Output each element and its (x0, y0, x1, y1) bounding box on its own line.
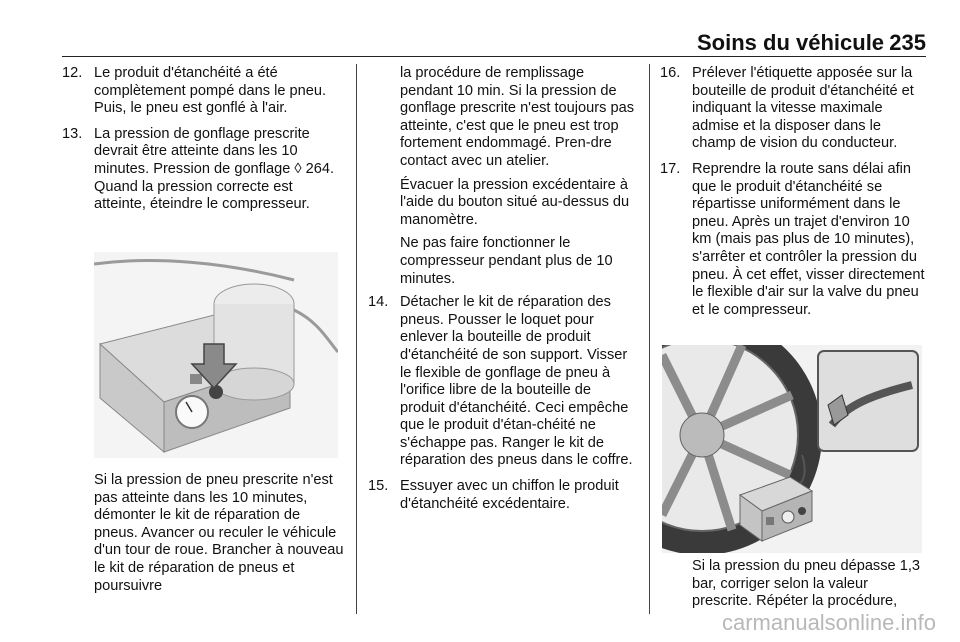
paragraph: la procédure de remplissage pendant 10 min. Si la pression de gonflage prescrite n'est toujours pas atteinte, c'est que le pneu est trop fortement endommagé. Pren-dre contact avec un atelier. (400, 65, 634, 169)
compressor-illustration (94, 252, 338, 458)
step-number: 16. (660, 65, 681, 81)
step-text: Reprendre la route sans délai afin que le produit d'étanchéité se répartisse uniformément dans le pneu. Après un trajet d'environ 10 km (mais pas plus de 10 minutes), s'arrêter et contrôler la pression du pneu. À cet effet, visser directement le flexible d'air sur la valve du pneu et le compresseur. (692, 160, 925, 318)
paragraph: Ne pas faire fonctionner le compresseur pendant plus de 10 minutes. (400, 235, 613, 287)
column-1-continued (62, 472, 344, 601)
compressor-image (94, 252, 338, 458)
paragraph: Évacuer la pression excédentaire à l'aide du bouton situé au-dessus du manomètre. (400, 176, 630, 228)
step-15 (368, 478, 638, 513)
section-title: Soins du véhicule (697, 30, 885, 55)
page-header (692, 30, 926, 56)
step-text: Essuyer avec un chiffon le produit d'étanchéité excédentaire. (400, 478, 619, 512)
step-number: 13. (62, 125, 83, 142)
step-number: 15. (368, 478, 389, 495)
paragraph: Si la pression de pneu prescrite n'est pas atteinte dans les 10 minutes, démonter le kit de réparation de pneus. Avancer ou reculer le véhicule d'un tour de roue. Brancher à nouveau le kit de réparation de pneus et poursuivre (94, 472, 344, 594)
header-rule (62, 56, 926, 57)
step-text: La pression de gonflage prescrite devrait être atteinte dans les 10 minutes. Pression de gonflage ◊ 264. Quand la pression correcte est atteinte, éteindre le compresseur. (94, 125, 335, 213)
column-divider-2 (649, 64, 650, 614)
column-divider-1 (356, 64, 357, 614)
paragraph: Si la pression du pneu dépasse 1,3 bar, corriger selon la valeur prescrite. Répéter la procédure, (692, 558, 920, 610)
column-2 (368, 65, 638, 521)
wheel-compressor-image (662, 345, 922, 553)
page-number: 235 (889, 30, 926, 55)
step-text: Détacher le kit de réparation des pneus. Pousser le loquet pour enlever la bouteille de produit d'étanchéité de son support. Visser le flexible de gonflage de pneu à l'orifice libre de la bouteille de produit d'étanchéité. Ceci empêche que le produit d'étan-chéité ne s'échappe pas. Ranger le kit de réparation des pneus dans le coffre. (400, 294, 633, 469)
column-3 (660, 65, 928, 327)
watermark: carmanualsonline.info (721, 610, 936, 635)
step-16 (660, 65, 928, 153)
wheel-compressor-illustration (662, 345, 922, 553)
step-12 (62, 65, 344, 118)
step-number: 14. (368, 294, 389, 311)
step-17 (660, 161, 928, 319)
step-text: Le produit d'étanchéité a été complètement pompé dans le pneu. Puis, le pneu est gonflé à l'air. (94, 65, 327, 117)
step-14 (368, 294, 638, 470)
column-3-continued (660, 558, 928, 617)
step-text: Prélever l'étiquette apposée sur la bouteille de produit d'étanchéité et indiquant la vitesse maximale admise et la disposer dans le champ de vision du conducteur. (692, 65, 914, 152)
step-number: 17. (660, 160, 681, 177)
step-number: 12. (62, 65, 83, 81)
column-1 (62, 65, 344, 222)
step-13 (62, 126, 344, 214)
